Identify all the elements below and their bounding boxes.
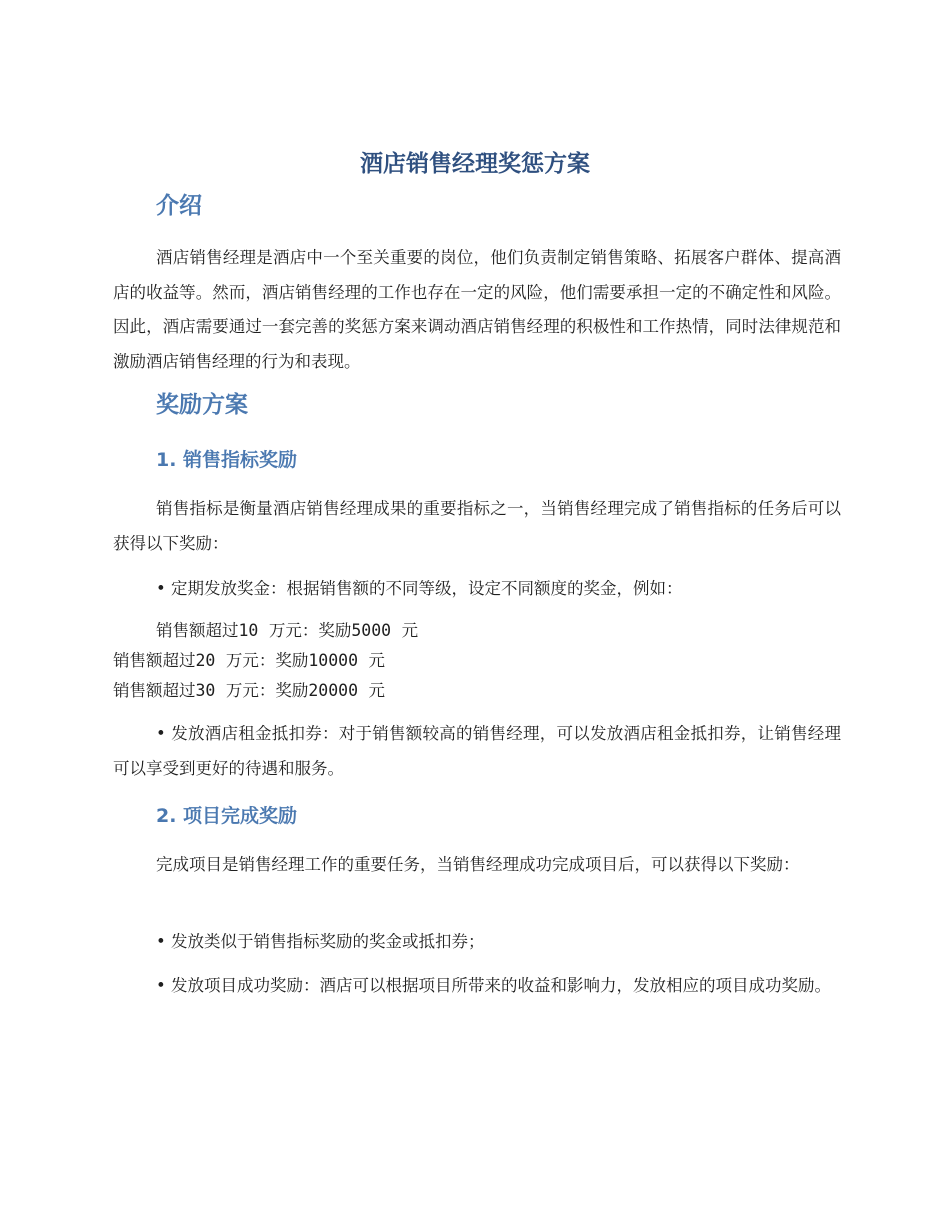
tier-bonus: 5000: [351, 621, 392, 640]
subsection-heading-sales-target: 1. 销售指标奖励: [156, 449, 298, 471]
document-title: 酒店销售经理奖惩方案: [360, 151, 590, 177]
tier-amount: 10: [238, 621, 259, 640]
tier-amount: 20: [195, 651, 216, 670]
tier-unit: 万元：奖励: [225, 651, 309, 670]
tier-prefix: 销售额超过: [156, 621, 239, 640]
tier-unit: 万元：奖励: [225, 681, 309, 700]
sales-target-intro: 销售指标是衡量酒店销售经理成果的重要指标之一，当销售经理完成了销售指标的任务后可以获得以下奖励：: [113, 499, 841, 553]
project-intro: 完成项目是销售经理工作的重要任务，当销售经理成功完成项目后，可以获得以下奖励：: [156, 855, 800, 874]
tier-suffix: 元: [368, 651, 386, 670]
tier-bonus: 20000: [308, 681, 359, 700]
tier-prefix: 销售额超过: [113, 651, 196, 670]
bonus-tier-line: [113, 679, 385, 703]
section-heading-intro: 介绍: [156, 193, 202, 219]
project-bullet-success: • 发放项目成功奖励：酒店可以根据项目所带来的收益和影响力，发放相应的项目成功奖励。: [156, 976, 831, 995]
bonus-tier-line: [156, 619, 418, 643]
tier-prefix: 销售额超过: [113, 681, 196, 700]
tier-bonus: 10000: [308, 651, 359, 670]
subsection-heading-project: 2. 项目完成奖励: [156, 805, 298, 827]
section-heading-rewards: 奖励方案: [156, 392, 248, 418]
project-bullet-bonus: • 发放类似于销售指标奖励的奖金或抵扣券；: [156, 932, 485, 951]
tier-suffix: 元: [401, 621, 419, 640]
tier-amount: 30: [195, 681, 216, 700]
sales-target-bullet-bonus: • 定期发放奖金：根据销售额的不同等级，设定不同额度的奖金，例如：: [156, 579, 683, 598]
bonus-tier-line: [113, 649, 385, 673]
tier-unit: 万元：奖励: [268, 621, 352, 640]
sales-target-bullet-voucher: • 发放酒店租金抵扣券：对于销售额较高的销售经理，可以发放酒店租金抵扣券，让销售经理可以享受到更好的待遇和服务。: [113, 724, 841, 778]
intro-paragraph: 酒店销售经理是酒店中一个至关重要的岗位，他们负责制定销售策略、拓展客户群体、提高酒店的收益等。然而，酒店销售经理的工作也存在一定的风险，他们需要承担一定的不确定性和风险。因此，酒店需要通过一套完善的奖惩方案来调动酒店销售经理的积极性和工作热情，同时法律规范和激励酒店销售经理的行为和表现。: [113, 248, 841, 371]
tier-suffix: 元: [368, 681, 386, 700]
